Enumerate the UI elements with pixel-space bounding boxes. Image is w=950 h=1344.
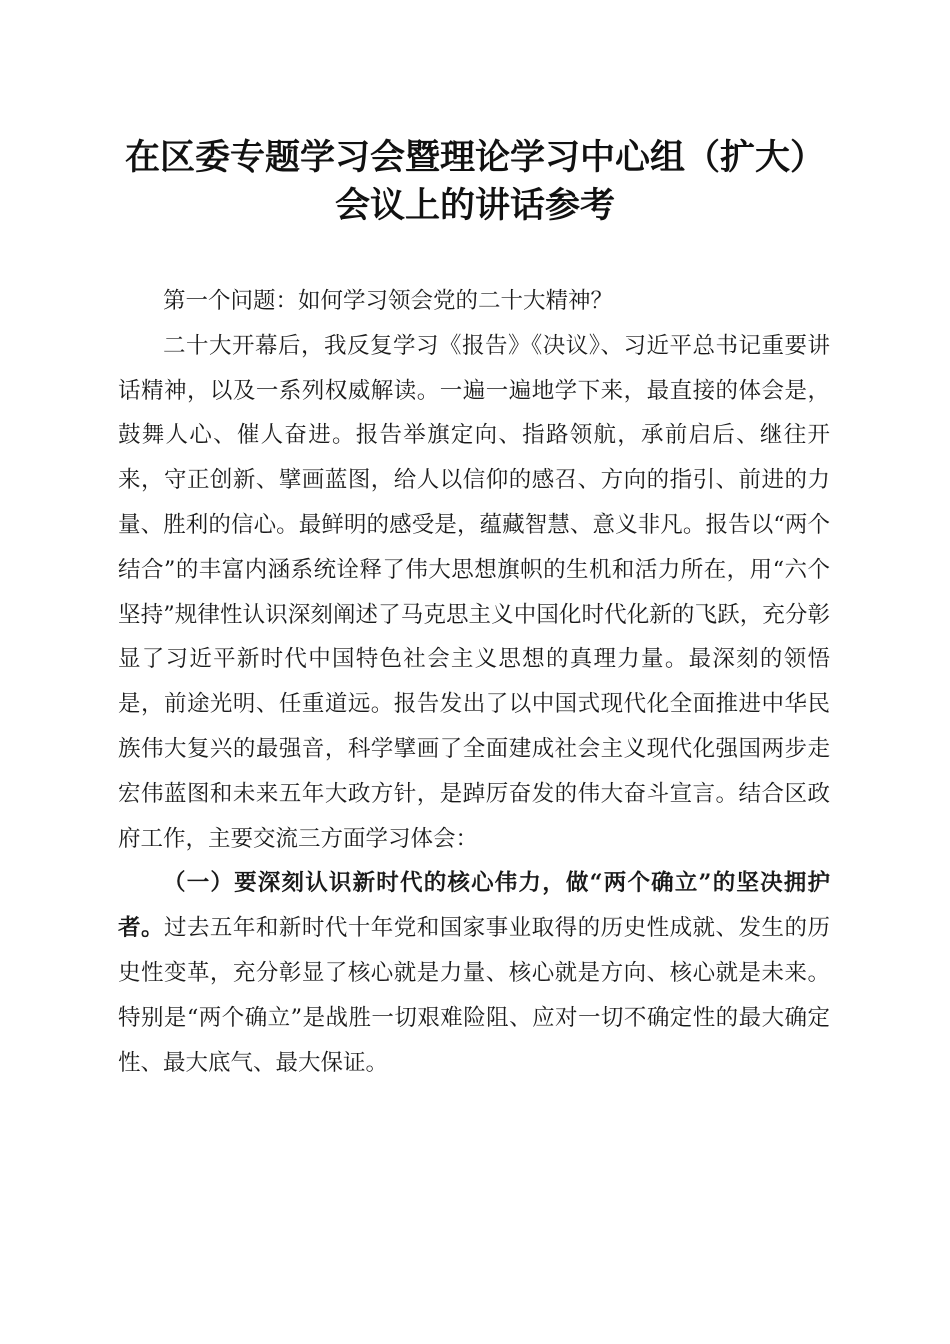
paragraph-1: 二十大开幕后，我反复学习《报告》《决议》、习近平总书记重要讲话精神，以及一系列权威解读。一遍一遍地学下来，最直接的体会是，鼓舞人心、催人奋进。报告举旗定向、指路领航，承前启后、继往开来，守正创新、擘画蓝图，给人以信仰的感召、方向的指引、前进的力量、胜利的信心。最鲜明的感受是，蕴藏智慧、意义非凡。报告以“两个结合”的丰富内涵系统诠释了伟大思想旗帜的生机和活力所在，用“六个坚持”规律性认识深刻阐述了马克思主义中国化时代化新的飞跃，充分彰显了习近平新时代中国特色社会主义思想的真理力量。最深刻的领悟是，前途光明、任重道远。报告发出了以中国式现代化全面推进中华民族伟大复兴的最强音，科学擘画了全面建成社会主义现代化强国两步走宏伟蓝图和未来五年大政方针，是踔厉奋发的伟大奋斗宣言。结合区政府工作，主要交流三方面学习体会： <box>118 332 830 852</box>
paragraph-2-heading: （一）要深刻认识新时代的核心伟力，做“两个确立”的坚决拥护者。 <box>118 870 830 942</box>
paragraph-2-text: 过去五年和新时代十年党和国家事业取得的历史性成就、发生的历史性变革，充分彰显了核心就是力量、核心就是方向、核心就是未来。特别是“两个确立”是战胜一切艰难险阻、应对一切不确定性的最大确定性、最大底气、最大保证。 <box>118 915 830 1076</box>
document-body <box>118 279 830 1085</box>
title-line-1: 在区委专题学习会暨理论学习中心组（扩大） <box>124 137 825 178</box>
document-title <box>60 134 890 230</box>
question-heading: 第一个问题：如何学习领会党的二十大精神？ <box>163 288 614 314</box>
title-line-2: 会议上的讲话参考 <box>334 185 615 226</box>
paragraph-2 <box>118 861 830 1085</box>
